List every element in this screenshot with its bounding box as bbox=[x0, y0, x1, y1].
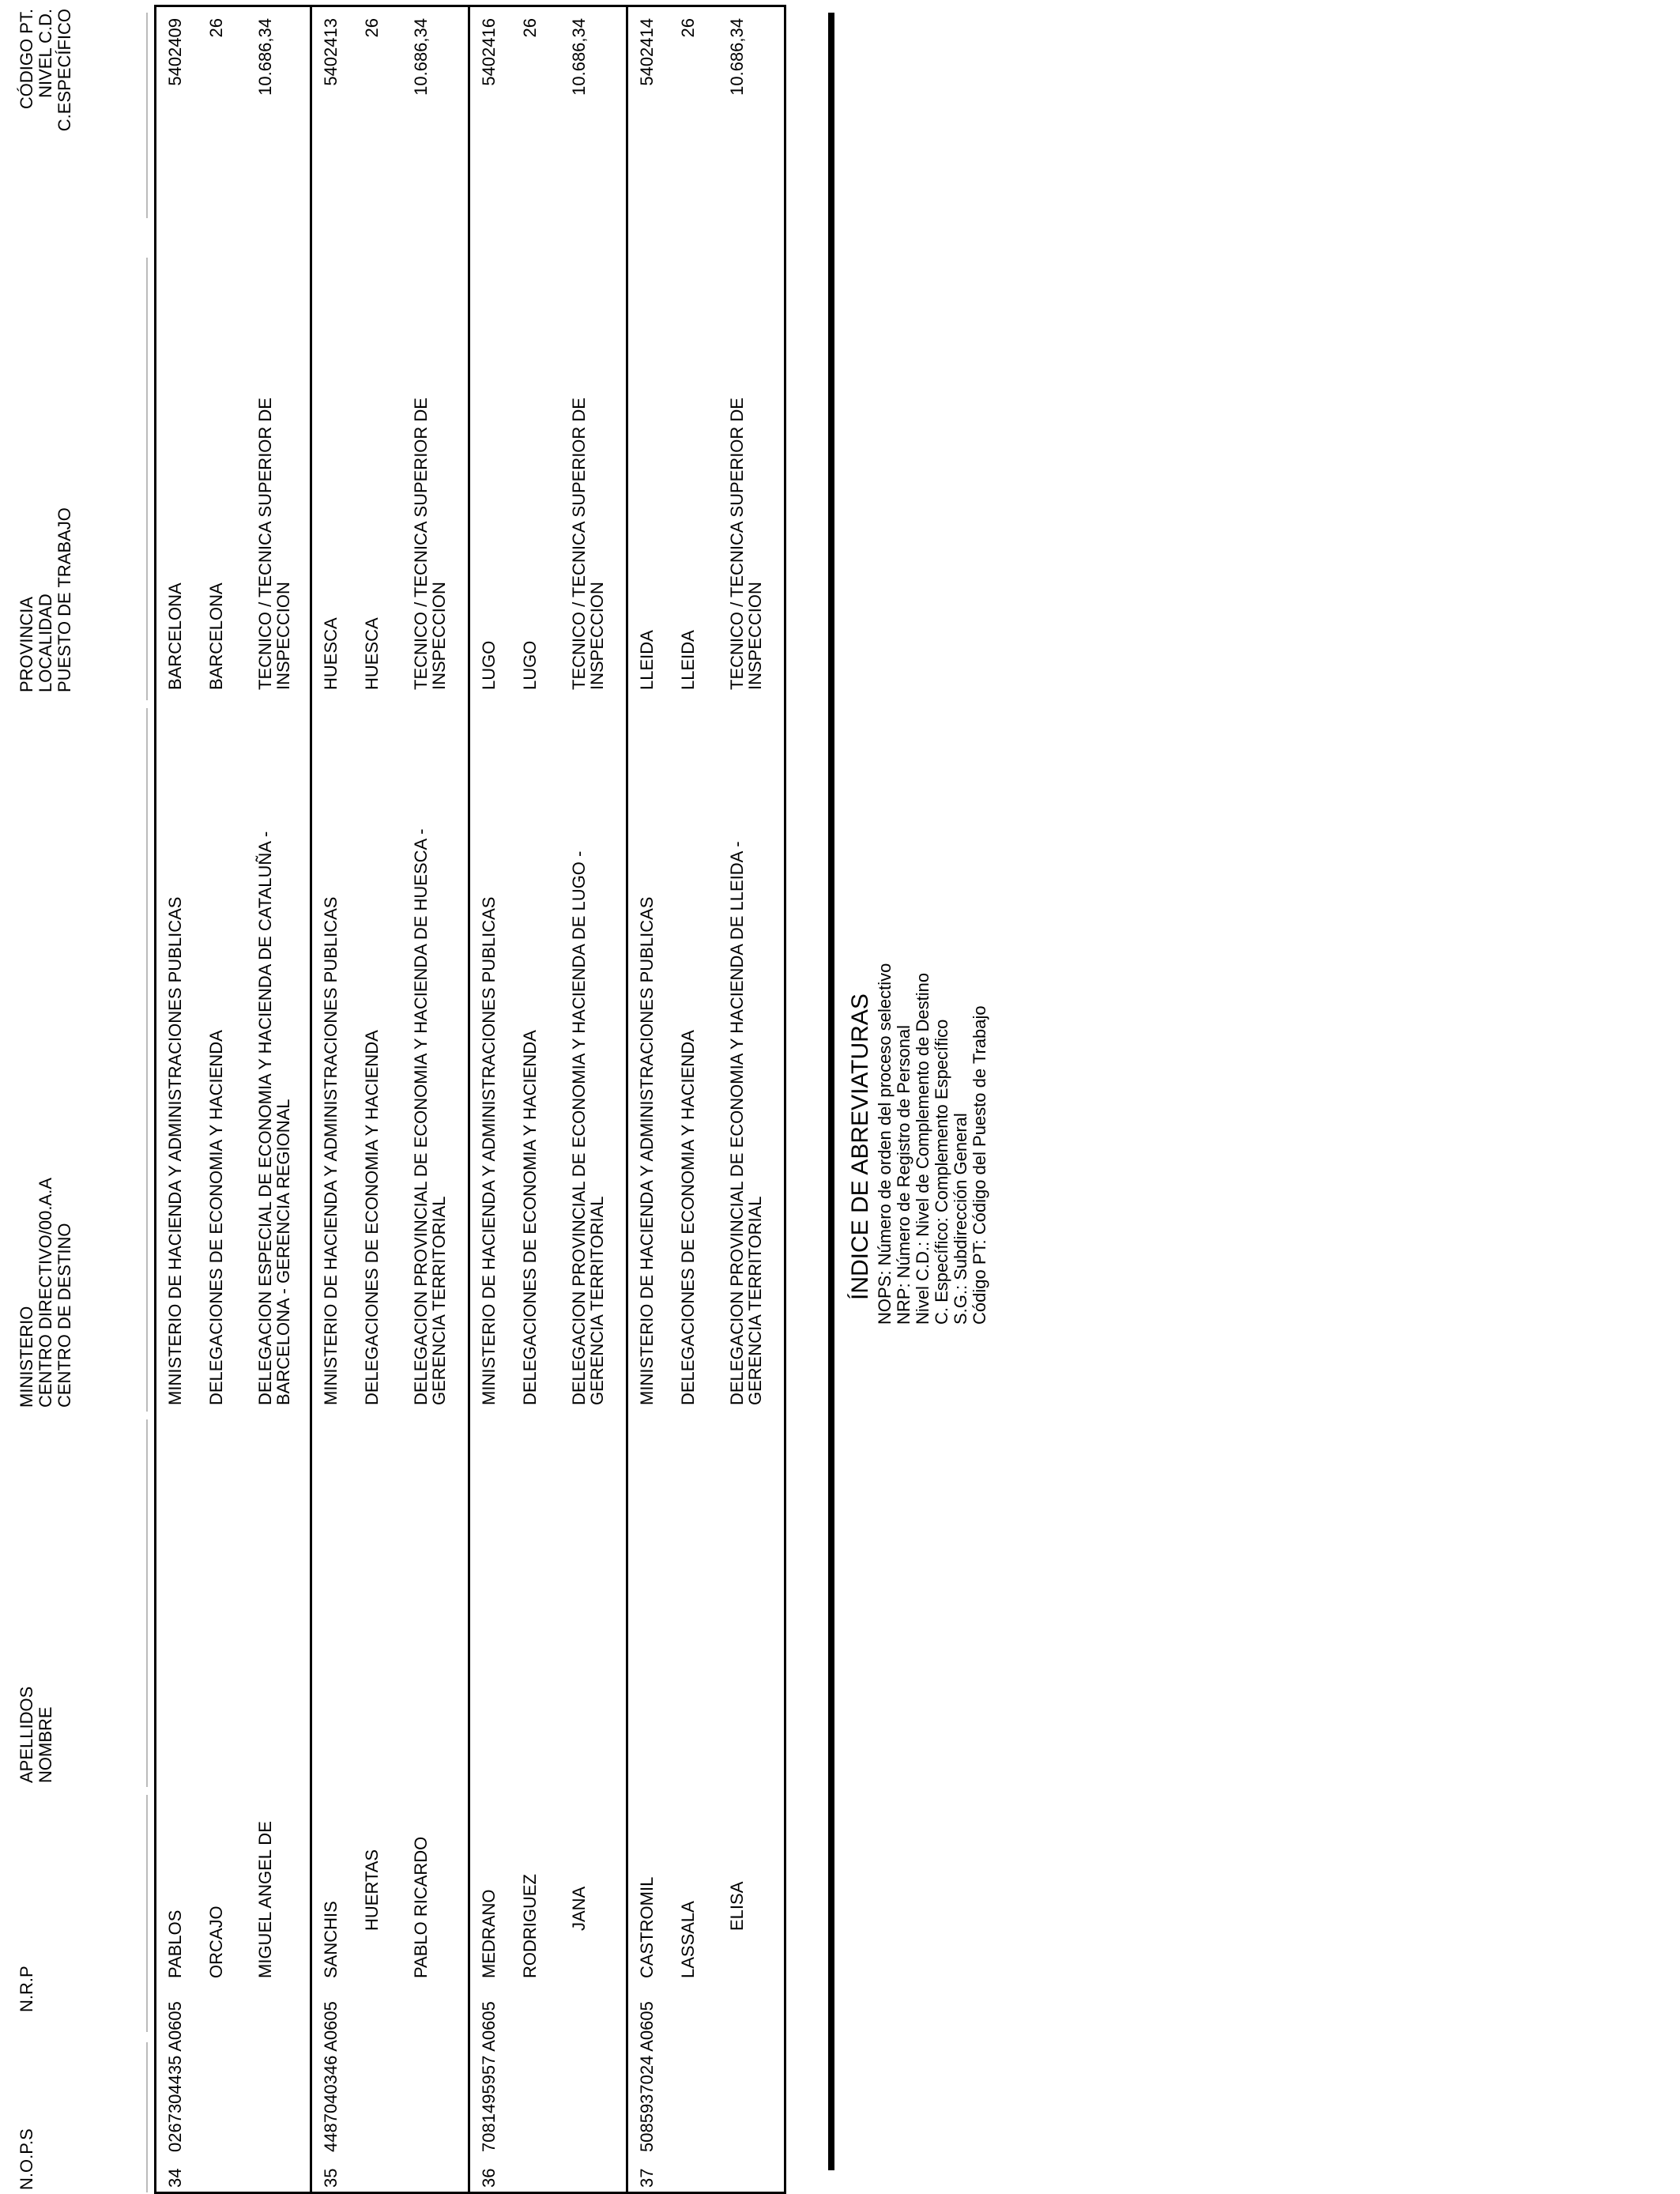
record-nrp: 5085937024 A0605 bbox=[637, 2001, 657, 2152]
record-nrp: 4487040346 A0605 bbox=[321, 2001, 341, 2152]
record-nombre: PABLO RICARDO bbox=[411, 1836, 431, 1978]
header-provincia-localidad-puesto: PROVINCIA LOCALIDAD PUESTO DE TRABAJO bbox=[17, 507, 74, 692]
record-apellido2: LASSALA bbox=[678, 1901, 698, 1978]
record-nrp: 0267304435 A0605 bbox=[165, 2001, 185, 2152]
record-centro-directivo: DELEGACIONES DE ECONOMIA Y HACIENDA bbox=[206, 1030, 226, 1405]
record-codigo-pt: 5402414 bbox=[637, 18, 657, 86]
abbreviations-title: ÍNDICE DE ABREVIATURAS bbox=[847, 993, 873, 1300]
header-rule-ministerio bbox=[146, 708, 148, 1412]
header-rule-nrp bbox=[146, 1795, 148, 2032]
record-codigo-pt: 5402416 bbox=[479, 18, 499, 86]
record-localidad: LUGO bbox=[520, 640, 540, 690]
record-row bbox=[470, 5, 628, 2194]
record-apellido2: RODRIGUEZ bbox=[520, 1874, 540, 1978]
record-centro-destino: DELEGACION PROVINCIAL DE ECONOMIA Y HACIENDA DE HUESCA - GERENCIA TERRITORIAL bbox=[411, 828, 449, 1405]
record-ministerio: MINISTERIO DE HACIENDA Y ADMINISTRACIONES PUBLICAS bbox=[479, 896, 499, 1405]
record-apellido2: ORCAJO bbox=[206, 1906, 226, 1978]
record-row bbox=[312, 5, 470, 2194]
record-complemento: 10.686,34 bbox=[727, 18, 747, 96]
record-apellido1: PABLOS bbox=[165, 1909, 185, 1978]
record-ministerio: MINISTERIO DE HACIENDA Y ADMINISTRACIONES PUBLICAS bbox=[165, 896, 185, 1405]
record-nops: 36 bbox=[479, 2168, 499, 2188]
abbreviation-item: Nivel C.D.: Nivel de Complemento de Destino bbox=[913, 972, 932, 1325]
header-rule-apellidos bbox=[146, 1419, 148, 1787]
record-complemento: 10.686,34 bbox=[411, 18, 431, 96]
record-nops: 37 bbox=[637, 2168, 657, 2188]
record-provincia: LUGO bbox=[479, 640, 499, 690]
record-localidad: LLEIDA bbox=[678, 630, 698, 690]
record-nivel-cd: 26 bbox=[362, 18, 382, 38]
record-row bbox=[154, 5, 312, 2194]
records-table bbox=[154, 5, 786, 2194]
record-nivel-cd: 26 bbox=[206, 18, 226, 38]
record-apellido1: CASTROMIL bbox=[637, 1876, 657, 1978]
record-ministerio: MINISTERIO DE HACIENDA Y ADMINISTRACIONES PUBLICAS bbox=[637, 896, 657, 1405]
record-nivel-cd: 26 bbox=[678, 18, 698, 38]
record-apellido2: HUERTAS bbox=[362, 1849, 382, 1931]
record-row bbox=[628, 5, 786, 2194]
header-rule-provincia bbox=[146, 258, 148, 700]
record-nombre: MIGUEL ANGEL DE bbox=[255, 1821, 275, 1978]
record-apellido1: SANCHIS bbox=[321, 1901, 341, 1978]
record-centro-destino: DELEGACION ESPECIAL DE ECONOMIA Y HACIENDA DE CATALUÑA - BARCELONA - GERENCIA REGIONAL bbox=[255, 831, 293, 1405]
record-centro-destino: DELEGACION PROVINCIAL DE ECONOMIA Y HACIENDA DE LLEIDA - GERENCIA TERRITORIAL bbox=[727, 841, 765, 1405]
abbreviation-item: NRP: Número de Registro de Personal bbox=[894, 1024, 913, 1325]
footer-rule bbox=[828, 13, 834, 2170]
header-codigo-nivel-complemento: CÓDIGO PT. NIVEL C.D. C.ESPECÍFICO bbox=[17, 9, 74, 132]
record-localidad: HUESCA bbox=[362, 617, 382, 690]
record-complemento: 10.686,34 bbox=[255, 18, 275, 96]
record-nops: 35 bbox=[321, 2168, 341, 2188]
record-nivel-cd: 26 bbox=[520, 18, 540, 38]
record-codigo-pt: 5402409 bbox=[165, 18, 185, 86]
header-rule-codigo bbox=[146, 13, 148, 218]
header-nrp: N.R.P bbox=[17, 1966, 36, 2012]
header-ministerio-centro: MINISTERIO CENTRO DIRECTIVO/00.A.A CENTRO DE DESTINO bbox=[17, 1178, 74, 1408]
record-provincia: LLEIDA bbox=[637, 630, 657, 690]
record-nombre: JANA bbox=[569, 1886, 589, 1931]
record-centro-directivo: DELEGACIONES DE ECONOMIA Y HACIENDA bbox=[520, 1030, 540, 1405]
abbreviation-item: S.G.: Subdirección General bbox=[951, 1113, 970, 1325]
record-nops: 34 bbox=[165, 2168, 185, 2188]
record-nombre: ELISA bbox=[727, 1881, 747, 1931]
record-provincia: HUESCA bbox=[321, 617, 341, 690]
header-rule-nops bbox=[146, 2042, 148, 2192]
record-ministerio: MINISTERIO DE HACIENDA Y ADMINISTRACIONES PUBLICAS bbox=[321, 896, 341, 1405]
record-puesto: TECNICO / TECNICA SUPERIOR DE INSPECCION bbox=[569, 398, 607, 690]
record-centro-destino: DELEGACION PROVINCIAL DE ECONOMIA Y HACIENDA DE LUGO - GERENCIA TERRITORIAL bbox=[569, 850, 607, 1405]
record-puesto: TECNICO / TECNICA SUPERIOR DE INSPECCION bbox=[411, 398, 449, 690]
record-codigo-pt: 5402413 bbox=[321, 18, 341, 86]
record-centro-directivo: DELEGACIONES DE ECONOMIA Y HACIENDA bbox=[678, 1030, 698, 1405]
record-puesto: TECNICO / TECNICA SUPERIOR DE INSPECCION bbox=[255, 398, 293, 690]
abbreviation-item: Código PT: Código del Puesto de Trabajo bbox=[970, 1005, 989, 1325]
record-provincia: BARCELONA bbox=[165, 582, 185, 690]
record-apellido1: MEDRANO bbox=[479, 1889, 499, 1978]
abbreviations-list bbox=[876, 963, 989, 1325]
record-centro-directivo: DELEGACIONES DE ECONOMIA Y HACIENDA bbox=[362, 1030, 382, 1405]
header-nops: N.O.P.S bbox=[17, 2128, 36, 2190]
record-localidad: BARCELONA bbox=[206, 582, 226, 690]
record-nrp: 7081495957 A0605 bbox=[479, 2001, 499, 2152]
header-apellidos-nombre: APELLIDOS NOMBRE bbox=[17, 1686, 55, 1783]
record-puesto: TECNICO / TECNICA SUPERIOR DE INSPECCION bbox=[727, 398, 765, 690]
record-complemento: 10.686,34 bbox=[569, 18, 589, 96]
abbreviation-item: NOPS: Número de orden del proceso selectivo bbox=[875, 963, 895, 1325]
abbreviation-item: C. Específico: Complemento Específico bbox=[932, 1019, 951, 1325]
